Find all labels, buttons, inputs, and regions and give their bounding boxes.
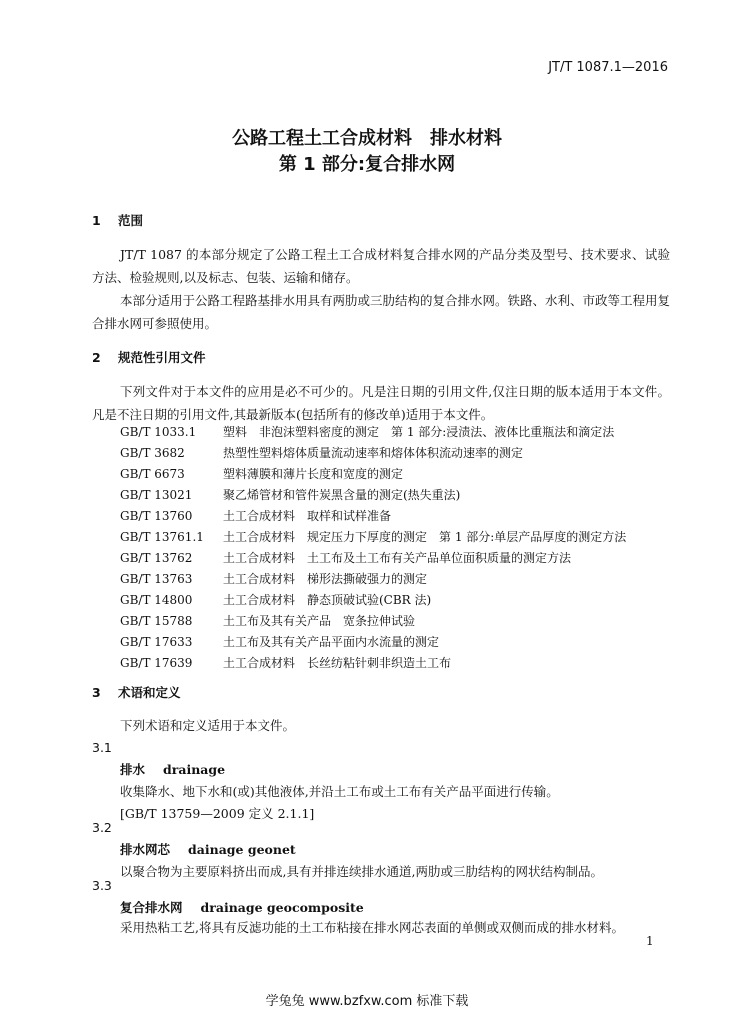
reference-item (120, 506, 391, 527)
reference-code: GB/T 13760 (120, 509, 193, 523)
reference-title: 塑料 非泡沫塑料密度的测定 第 1 部分:浸渍法、液体比重瓶法和滴定法 (223, 425, 615, 439)
term-name-en: dainage geonet (188, 842, 296, 857)
reference-title: 土工合成材料 静态顶破试验(CBR 法) (223, 593, 432, 607)
reference-item (120, 611, 415, 632)
reference-title: 土工合成材料 土工布及土工布有关产品单位面积质量的测定方法 (223, 551, 572, 565)
section-title: 范围 (118, 213, 144, 228)
section-number: 3 (92, 685, 101, 700)
reference-code: GB/T 3682 (120, 446, 185, 460)
section-heading-terms-definitions (92, 683, 181, 701)
section-heading-scope (92, 211, 143, 229)
reference-title: 塑料薄膜和薄片长度和宽度的测定 (223, 467, 404, 481)
reference-code: GB/T 15788 (120, 614, 193, 628)
term-definition: 以聚合物为主要原料挤出而成,具有并排连续排水通道,两肋或三肋结构的网状结构制品。 (120, 864, 603, 879)
reference-title: 聚乙烯管材和管件炭黑含量的测定(热失重法) (223, 488, 461, 502)
reference-code: GB/T 13761.1 (120, 530, 204, 544)
reference-item (120, 422, 614, 443)
term-name-zh: 复合排水网 (120, 900, 183, 915)
term-definition: 收集降水、地下水和(或)其他液体,并沿土工布或土工布有关产品平面进行传输。 (120, 784, 559, 799)
term-name-en: drainage (163, 762, 226, 777)
term-name (120, 898, 364, 916)
reference-code: GB/T 17639 (120, 656, 193, 670)
reference-code: GB/T 13763 (120, 572, 193, 586)
reference-item (120, 527, 626, 548)
page-number: 1 (646, 934, 654, 948)
reference-code: GB/T 13021 (120, 488, 193, 502)
term-number: 3.2 (92, 820, 112, 835)
reference-item (120, 548, 571, 569)
paragraph: 本部分适用于公路工程路基排水用具有两肋或三肋结构的复合排水网。铁路、水利、市政等工程用复合排水网可参照使用。 (92, 293, 671, 331)
reference-title: 土工布及其有关产品平面内水流量的测定 (223, 635, 440, 649)
standard-number: JT/T 1087.1—2016 (548, 60, 668, 75)
footer-watermark-text: 学兔兔 www.bzfxw.com 标准下载 (265, 994, 469, 1009)
section-title: 规范性引用文件 (118, 350, 206, 365)
document-title-line1: 公路工程土工合成材料 排水材料 (232, 128, 502, 149)
reference-item (120, 590, 431, 611)
term-definition: 采用热粘工艺,将具有反滤功能的土工布粘接在排水网芯表面的单侧或双侧而成的排水材料。 (120, 920, 624, 935)
term-number: 3.3 (92, 878, 112, 893)
section-heading-normative-references (92, 348, 206, 366)
reference-item (120, 485, 460, 506)
reference-code: GB/T 13762 (120, 551, 193, 565)
reference-code: GB/T 17633 (120, 635, 193, 649)
section-number: 2 (92, 350, 101, 365)
term-source: [GB/T 13759—2009 定义 2.1.1] (120, 806, 315, 821)
section-title: 术语和定义 (118, 685, 181, 700)
reference-title: 土工布及其有关产品 宽条拉伸试验 (223, 614, 416, 628)
reference-item (120, 464, 403, 485)
paragraph: 下列文件对于本文件的应用是必不可少的。凡是注日期的引用文件,仅注日期的版本适用于本文件。凡是不注日期的引用文件,其最新版本(包括所有的修改单)适用于本文件。 (92, 384, 670, 422)
reference-item (120, 632, 439, 653)
reference-item (120, 569, 427, 590)
term-name (120, 840, 296, 858)
paragraph: 下列术语和定义适用于本文件。 (120, 718, 296, 733)
section-number: 1 (92, 213, 101, 228)
reference-title: 土工合成材料 梯形法撕破强力的测定 (223, 572, 428, 586)
reference-item (120, 653, 451, 674)
document-title-line2: 第 1 部分:复合排水网 (278, 154, 456, 175)
term-number: 3.1 (92, 740, 112, 755)
reference-item (120, 443, 523, 464)
reference-code: GB/T 14800 (120, 593, 193, 607)
reference-code: GB/T 6673 (120, 467, 185, 481)
term-name-zh: 排水网芯 (120, 842, 171, 857)
reference-title: 土工合成材料 长丝纺粘针刺非织造土工布 (223, 656, 452, 670)
paragraph: JT/T 1087 的本部分规定了公路工程土工合成材料复合排水网的产品分类及型号、技术要求、试验方法、检验规则,以及标志、包装、运输和储存。 (92, 247, 670, 285)
term-name-zh: 排水 (120, 762, 146, 777)
reference-code: GB/T 1033.1 (120, 425, 197, 439)
term-name-en: drainage geocomposite (200, 900, 364, 915)
reference-title: 热塑性塑料熔体质量流动速率和熔体体积流动速率的测定 (223, 446, 524, 460)
reference-title: 土工合成材料 规定压力下厚度的测定 第 1 部分:单层产品厚度的测定方法 (223, 530, 627, 544)
term-name (120, 760, 225, 778)
reference-title: 土工合成材料 取样和试样准备 (223, 509, 392, 523)
